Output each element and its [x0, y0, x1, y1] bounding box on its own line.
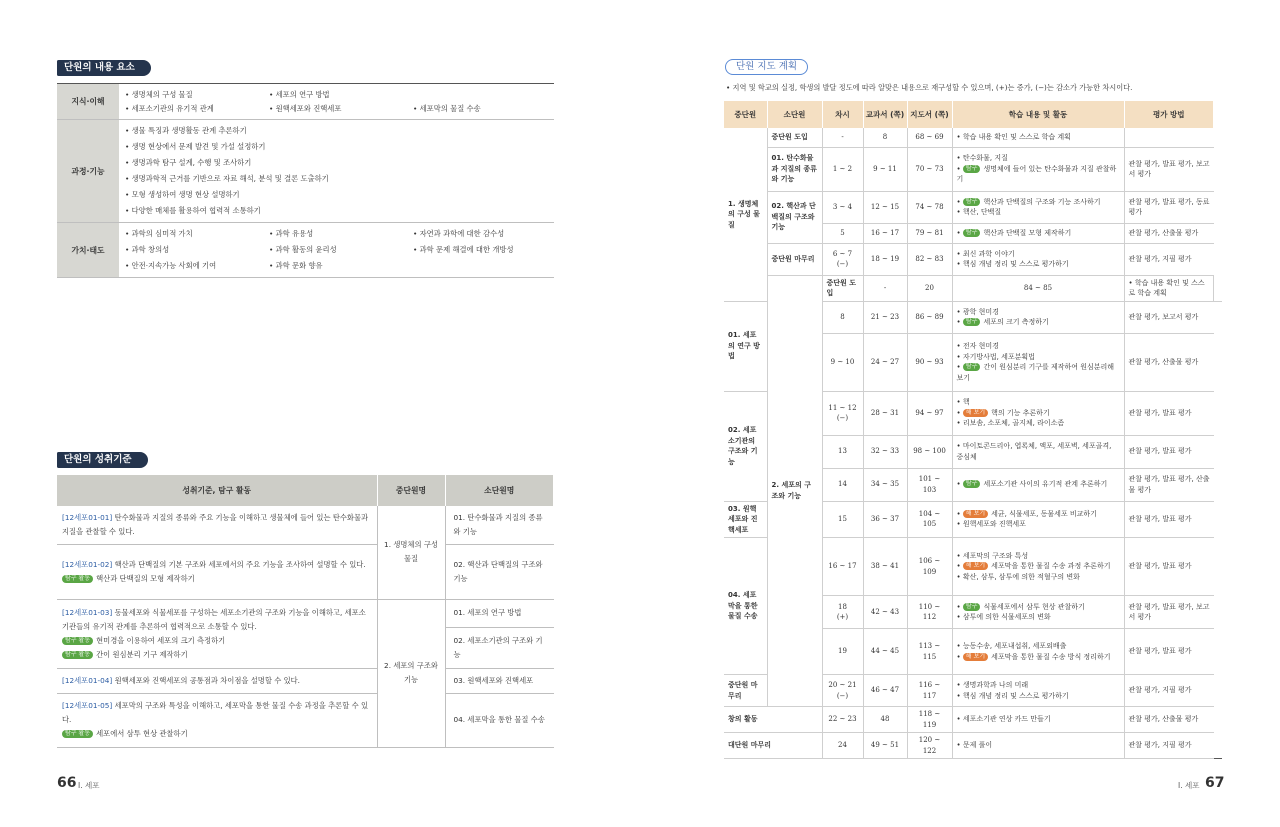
guide-page-cell: 104 ~ 105 [907, 501, 952, 538]
element-item: • 과학 활동의 윤리성 [269, 242, 413, 258]
inquiry-activity: 간이 원심분리 기구 제작하기 [96, 649, 188, 659]
inquiry-tag: 탐구 활동 [62, 575, 93, 583]
session-adjust: (−) [836, 414, 849, 422]
mid-unit-cell: 1. 생명체의 구성 물질 [724, 128, 767, 301]
standard-text: 탄수화물과 지질의 종류와 주요 기능을 이해하고 생물체에 들어 있는 탄수화물과 지질을 관찰할 수 있다. [62, 512, 369, 536]
sub-unit-cell: 04. 세포막을 통한 물질 수송 [724, 538, 767, 675]
activity-item: 식물세포에서 삼투 현상 관찰하기 [983, 602, 1085, 611]
activity-item: 세포막을 통한 물질 수송 과정 추론하기 [991, 562, 1111, 571]
try-tag: 해 보기 [963, 510, 988, 518]
element-item: • 세포의 연구 방법 [269, 89, 330, 100]
creative-activity-label: 창의 활동 [724, 707, 822, 733]
inquiry-tag: 탐구 [963, 480, 981, 488]
evaluation-cell: 관찰 평가, 지필 평가 [1124, 243, 1214, 275]
element-item: • 과학 창의성 [125, 242, 269, 258]
evaluation-cell: 관찰 평가, 발표 평가, 산출물 평가 [1124, 468, 1214, 501]
column-header: 학습 내용 및 활동 [952, 101, 1124, 128]
session-value: 6 ~ 7 [832, 249, 853, 258]
activity-item: • 광학 현미경 [957, 307, 1120, 318]
guide-page-cell: 110 ~ 112 [907, 596, 952, 629]
section-title-teaching-plan: 단원 지도 계획 [725, 59, 808, 75]
mid-unit-cell: 2. 세포의 구조와 기능 [377, 599, 445, 747]
category-label: 과정·기능 [57, 120, 119, 223]
activity-cell: • 해 보기 세균, 식물세포, 동물세포 비교하기 • 원핵세포와 진핵세포 [952, 501, 1124, 538]
sub-unit-cell: 01. 탄수화물과 지질의 종류와 기능 [767, 147, 822, 191]
guide-page-cell: 120 ~ 122 [907, 733, 952, 759]
activity-item: • 리보솜, 소포체, 골지체, 라이소좀 [957, 418, 1120, 429]
session-value: 20 ~ 21 [828, 681, 857, 689]
section-title-content-elements: 단원의 내용 요소 [57, 60, 151, 76]
activity-item: 세포막을 통한 물질 수송 방식 정리하기 [991, 652, 1111, 661]
textbook-page-cell: 9 ~ 11 [863, 147, 907, 191]
guide-page-cell: 82 ~ 83 [907, 243, 952, 275]
evaluation-cell: 관찰 평가, 발표 평가 [1124, 435, 1214, 468]
sub-unit-cell: 중단원 도입 [822, 275, 863, 301]
activity-cell: • 광학 현미경 • 탐구 세포의 크기 측정하기 [952, 301, 1124, 333]
textbook-page-cell: 46 ~ 47 [863, 675, 907, 707]
session-adjust: (−) [836, 691, 849, 700]
activity-item: • 핵산, 단백질 [957, 207, 1120, 218]
guide-page-cell: 74 ~ 78 [907, 191, 952, 223]
session-cell: 1 ~ 2 [822, 147, 863, 191]
activity-item: • 전자 현미경 [957, 341, 1120, 352]
evaluation-cell: 관찰 평가, 발표 평가, 보고서 평가 [1124, 596, 1214, 629]
element-item: • 과학 문화 향유 [269, 258, 323, 274]
activity-cell: • 전자 현미경 • 자기방사법, 세포분획법 • 탐구 간이 원심분리 기구를 제작하여 원심분리해 보기 [952, 333, 1124, 391]
session-cell: - [863, 275, 907, 301]
column-header: 차시 [822, 101, 863, 128]
element-item: • 생명과학적 근거를 기반으로 자료 해석, 분석 및 결론 도출하기 [125, 171, 548, 187]
activity-item: 핵산과 단백질의 구조와 기능 조사하기 [983, 197, 1101, 206]
inquiry-activity: 현미경을 이용하여 세포의 크기 측정하기 [96, 635, 226, 645]
activity-item: • 핵 [957, 397, 1120, 408]
inquiry-tag: 탐구 [963, 165, 981, 173]
session-cell [822, 596, 863, 629]
guide-page-cell: 106 ~ 109 [907, 538, 952, 596]
element-item: • 생물 특징과 생명활동 관계 추론하기 [125, 123, 548, 139]
unit-wrapup-label: 대단원 마무리 [724, 733, 822, 759]
activity-cell: • 탐구 핵산과 단백질의 구조와 기능 조사하기 • 핵산, 단백질 [952, 191, 1124, 223]
activity-item: 세포소기관 사이의 유기적 관계 추론하기 [983, 480, 1108, 489]
try-tag: 해 보기 [963, 409, 988, 417]
activity-item: • 확산, 삼투, 삼투에 의한 적혈구의 변화 [957, 572, 1120, 583]
inquiry-tag: 탐구 [963, 363, 981, 371]
activity-cell: • 탄수화물, 지질 • 탐구 생명체에 들어 있는 탄수화물과 지질 관찰하기 [952, 147, 1124, 191]
standard-text: 핵산과 단백질의 기본 구조와 세포에서의 주요 기능을 조사하여 설명할 수 있다. [112, 559, 366, 569]
textbook-page-cell: 36 ~ 37 [863, 501, 907, 538]
session-cell: 19 [822, 629, 863, 675]
page-label: I. 세포 [78, 781, 100, 790]
session-adjust: (+) [836, 613, 849, 621]
textbook-page-cell: 49 ~ 51 [863, 733, 907, 759]
activity-cell: • 핵 • 해 보기 핵의 기능 추론하기 • 리보솜, 소포체, 골지체, 라이소좀 [952, 391, 1124, 435]
activity-item: 세포의 크기 측정하기 [983, 318, 1049, 326]
column-header: 지도서 (쪽) [907, 101, 952, 128]
activity-item: 핵산과 단백질 모형 제작하기 [983, 228, 1072, 237]
sub-unit-cell: 01. 탄수화물과 지질의 종류와 기능 [445, 506, 554, 544]
category-label: 가치·태도 [57, 223, 119, 278]
guide-page-cell: 113 ~ 115 [907, 629, 952, 675]
textbook-page-cell: 42 ~ 43 [863, 596, 907, 629]
textbook-page-cell: 32 ~ 33 [863, 435, 907, 468]
activity-item: • 핵심 개념 정리 및 스스로 평가하기 [957, 259, 1120, 270]
column-header: 교과서 (쪽) [863, 101, 907, 128]
element-item: • 자연과 과학에 대한 감수성 [413, 226, 504, 242]
standard-code: [12세포01-02] [62, 559, 113, 569]
textbook-page-cell: 28 ~ 31 [863, 391, 907, 435]
activity-cell: • 탐구 핵산과 단백질 모형 제작하기 [952, 223, 1124, 243]
plan-note: • 지역 및 학교의 실정, 학생의 발달 정도에 따라 알맞은 내용으로 재구성할 수 있으며, (+)는 증가, (−)는 감소가 가능한 차시이다. [726, 83, 1133, 92]
sub-unit-cell: 01. 세포의 연구 방법 [445, 599, 554, 627]
textbook-page-cell: 16 ~ 17 [863, 223, 907, 243]
column-header: 소단원명 [445, 475, 554, 506]
evaluation-cell: 관찰 평가, 발표 평가, 동료 평가 [1124, 191, 1214, 223]
standard-text: 동물세포와 식물세포를 구성하는 세포소기관의 구조와 기능을 이해하고, 세포소기관들의 유기적 관계를 추론하여 협력적으로 소통할 수 있다. [62, 607, 366, 631]
sub-unit-cell: 03. 원핵세포와 진핵세포 [724, 501, 767, 538]
session-cell: 24 [822, 733, 863, 759]
activity-cell: • 학습 내용 확인 및 스스로 학습 계획 [952, 128, 1124, 147]
element-item: • 생명 현상에서 문제 발견 및 가설 설정하기 [125, 139, 548, 155]
session-cell: 13 [822, 435, 863, 468]
sub-unit-cell: 중단원 마무리 [767, 243, 822, 275]
activity-item: • 최신 과학 이야기 [957, 249, 1120, 260]
standard-cell [57, 544, 377, 599]
standard-cell [57, 668, 377, 693]
try-tag: 해 보기 [963, 653, 988, 661]
standard-cell [57, 693, 377, 747]
column-header: 중단원명 [377, 475, 445, 506]
session-cell: 8 [822, 301, 863, 333]
evaluation-cell: 관찰 평가, 산출물 평가 [1124, 223, 1214, 243]
evaluation-cell: 관찰 평가, 지필 평가 [1124, 675, 1214, 707]
guide-page-cell: 79 ~ 81 [907, 223, 952, 243]
standard-code: [12세포01-03] [62, 607, 113, 617]
column-header: 중단원 [724, 101, 767, 128]
sub-unit-cell: 02. 핵산과 단백질의 구조와 기능 [445, 544, 554, 599]
inquiry-tag: 탐구 [963, 318, 981, 326]
textbook-page-cell: 24 ~ 27 [863, 333, 907, 391]
sub-unit-cell: 중단원 마무리 [724, 675, 767, 707]
section-title-achievement-standards: 단원의 성취기준 [57, 452, 148, 468]
element-item: • 세포소기관의 유기적 관계 [125, 103, 269, 114]
evaluation-cell: 관찰 평가, 산출물 평가 [1124, 333, 1214, 391]
guide-page-cell: 70 ~ 73 [907, 147, 952, 191]
session-cell: 9 ~ 10 [822, 333, 863, 391]
try-tag: 해 보기 [963, 562, 988, 570]
activity-cell: • 학습 내용 확인 및 스스로 학습 계획 [1124, 275, 1214, 301]
textbook-page-cell: 34 ~ 35 [863, 468, 907, 501]
textbook-page-cell: 20 [907, 275, 952, 301]
standard-code: [12세포01-01] [62, 512, 113, 522]
evaluation-cell: 관찰 평가, 산출물 평가 [1124, 707, 1214, 733]
guide-page-cell: 68 ~ 69 [907, 128, 952, 147]
textbook-page-cell: 8 [863, 128, 907, 147]
activity-cell: • 마이토콘드리아, 엽록체, 액포, 세포벽, 세포골격, 중심체 [952, 435, 1124, 468]
element-item: • 과학의 심미적 가치 [125, 226, 269, 242]
textbook-page-cell: 21 ~ 23 [863, 301, 907, 333]
sub-unit-cell: 중단원 도입 [767, 128, 822, 147]
content-elements-table [57, 83, 554, 278]
element-item: • 생명과학 탐구 설계, 수행 및 조사하기 [125, 155, 548, 171]
evaluation-cell: 관찰 평가, 발표 평가 [1124, 391, 1214, 435]
standard-code: [12세포01-04] [62, 675, 113, 685]
session-cell: 16 ~ 17 [822, 538, 863, 596]
column-header: 소단원 [767, 101, 822, 128]
activity-item: • 능동수송, 세포내섭취, 세포외배출 [957, 641, 1120, 652]
evaluation-cell [1214, 275, 1223, 301]
element-item: • 과학 문제 해결에 대한 개방성 [413, 242, 514, 258]
teaching-plan-table [724, 101, 1222, 759]
sub-unit-cell: 02. 세포소기관의 구조와 기능 [445, 627, 554, 668]
activity-item: • 자기방사법, 세포분획법 [957, 352, 1120, 363]
achievement-standards-table [57, 475, 554, 748]
sub-unit-cell: 04. 세포막을 통한 물질 수송 [445, 693, 554, 747]
evaluation-cell: 관찰 평가, 지필 평가 [1124, 733, 1214, 759]
inquiry-activity: 핵산과 단백질의 모형 제작하기 [96, 573, 195, 583]
standard-cell [57, 506, 377, 544]
standard-cell [57, 599, 377, 668]
activity-cell [952, 243, 1124, 275]
element-item: • 생명체의 구성 물질 [125, 89, 269, 100]
evaluation-cell: 관찰 평가, 발표 평가 [1124, 629, 1214, 675]
guide-page-cell: 94 ~ 97 [907, 391, 952, 435]
column-header: 성취기준, 탐구 활동 [57, 475, 377, 506]
element-item: • 세포막의 물질 수송 [413, 103, 481, 114]
session-cell [822, 675, 863, 707]
guide-page-cell: 101 ~ 103 [907, 468, 952, 501]
inquiry-activity: 세포에서 삼투 현상 관찰하기 [96, 729, 188, 738]
textbook-page-cell: 44 ~ 45 [863, 629, 907, 675]
inquiry-tag: 탐구 활동 [62, 637, 93, 645]
standard-text: 원핵세포와 진핵세포의 공통점과 차이점을 설명할 수 있다. [112, 675, 301, 685]
activity-cell: • 세포막의 구조와 특성 • 해 보기 세포막을 통한 물질 수송 과정 추론하기 • 확산, 삼투, 삼투에 의한 적혈구의 변화 [952, 538, 1124, 596]
element-item: • 모형 생성하여 생명 현상 설명하기 [125, 187, 548, 203]
column-header: 평가 방법 [1124, 101, 1214, 128]
category-label: 지식·이해 [57, 84, 119, 120]
evaluation-cell: 관찰 평가, 보고서 평가 [1124, 301, 1214, 333]
activity-cell: • 세포소기관 연상 카드 만들기 [952, 707, 1124, 733]
session-cell: 15 [822, 501, 863, 538]
activity-item: • 삼투에 의한 식물세포의 변화 [957, 612, 1120, 623]
session-cell: 3 ~ 4 [822, 191, 863, 223]
session-value: 18 [838, 602, 847, 611]
page-label: I. 세포 [1178, 781, 1200, 790]
inquiry-tag: 탐구 [963, 198, 981, 206]
evaluation-cell: 관찰 평가, 발표 평가, 보고서 평가 [1124, 147, 1214, 191]
activity-item: 생명체에 들어 있는 탄수화물과 지질 관찰하기 [956, 164, 1117, 184]
evaluation-cell: 관찰 평가, 발표 평가 [1124, 538, 1214, 596]
evaluation-cell: 관찰 평가, 발표 평가 [1124, 501, 1214, 538]
activity-item: • 생명과학과 나의 미래 [957, 680, 1120, 691]
element-item: • 과학 유용성 [269, 226, 413, 242]
activity-item: • 원핵세포와 진핵세포 [957, 519, 1120, 530]
mid-unit-cell: 2. 세포의 구조와 기능 [767, 275, 822, 707]
session-cell: 14 [822, 468, 863, 501]
session-cell: 22 ~ 23 [822, 707, 863, 733]
activity-item: • 탄수화물, 지질 [957, 153, 1120, 164]
standard-text: 세포막의 구조와 특성을 이해하고, 세포막을 통한 물질 수송 과정을 추론할 수 있다. [62, 701, 368, 724]
inquiry-tag: 탐구 [963, 603, 981, 611]
sub-unit-cell: 03. 원핵세포와 진핵세포 [445, 668, 554, 693]
element-item: • 원핵세포와 진핵세포 [269, 103, 413, 114]
activity-item: • 세포막의 구조와 특성 [957, 551, 1120, 562]
activity-cell: • 탐구 세포소기관 사이의 유기적 관계 추론하기 [952, 468, 1124, 501]
guide-page-cell: 86 ~ 89 [907, 301, 952, 333]
session-cell: 5 [822, 223, 863, 243]
textbook-page-cell: 12 ~ 15 [863, 191, 907, 223]
textbook-page-cell: 48 [863, 707, 907, 733]
session-adjust: (−) [836, 260, 849, 268]
guide-page-cell: 98 ~ 100 [907, 435, 952, 468]
inquiry-tag: 탐구 활동 [62, 651, 93, 659]
element-item: • 안전·지속가능 사회에 기여 [125, 258, 269, 274]
activity-cell: • 탐구 식물세포에서 삼투 현상 관찰하기 • 삼투에 의한 식물세포의 변화 [952, 596, 1124, 629]
activity-item: • 핵심 개념 정리 및 스스로 평가하기 [957, 691, 1120, 702]
activity-item: 세균, 식물세포, 동물세포 비교하기 [991, 509, 1097, 518]
inquiry-tag: 탐구 활동 [62, 730, 93, 738]
activity-cell: • 문제 풀이 [952, 733, 1124, 759]
sub-unit-cell: 02. 핵산과 단백질의 구조와 기능 [767, 191, 822, 243]
session-cell [822, 243, 863, 275]
activity-cell [952, 675, 1124, 707]
standard-code: [12세포01-05] [62, 701, 113, 710]
session-value: 11 ~ 12 [828, 403, 857, 412]
mid-unit-cell: 1. 생명체의 구성 물질 [377, 506, 445, 599]
session-cell [822, 391, 863, 435]
activity-item: 핵의 기능 추론하기 [991, 408, 1050, 417]
sub-unit-cell: 02. 세포소기관의 구조와 기능 [724, 391, 767, 501]
guide-page-cell: 84 ~ 85 [952, 275, 1124, 301]
evaluation-cell [1124, 128, 1214, 147]
element-item: • 다양한 매체를 활용하여 협력적 소통하기 [125, 203, 548, 219]
guide-page-cell: 90 ~ 93 [907, 333, 952, 391]
textbook-page-cell: 18 ~ 19 [863, 243, 907, 275]
guide-page-cell: 118 ~ 119 [907, 707, 952, 733]
guide-page-cell: 116 ~ 117 [907, 675, 952, 707]
activity-item: 간이 원심분리 기구를 제작하여 원심분리해 보기 [956, 363, 1115, 382]
textbook-page-cell: 38 ~ 41 [863, 538, 907, 596]
session-cell: - [822, 128, 863, 147]
inquiry-tag: 탐구 [963, 229, 981, 237]
sub-unit-cell: 01. 세포의 연구 방법 [724, 301, 767, 391]
page-number: 67 [1205, 775, 1225, 791]
activity-cell: • 능동수송, 세포내섭취, 세포외배출 • 해 보기 세포막을 통한 물질 수송 방식 정리하기 [952, 629, 1124, 675]
page-number: 66 [57, 775, 77, 791]
